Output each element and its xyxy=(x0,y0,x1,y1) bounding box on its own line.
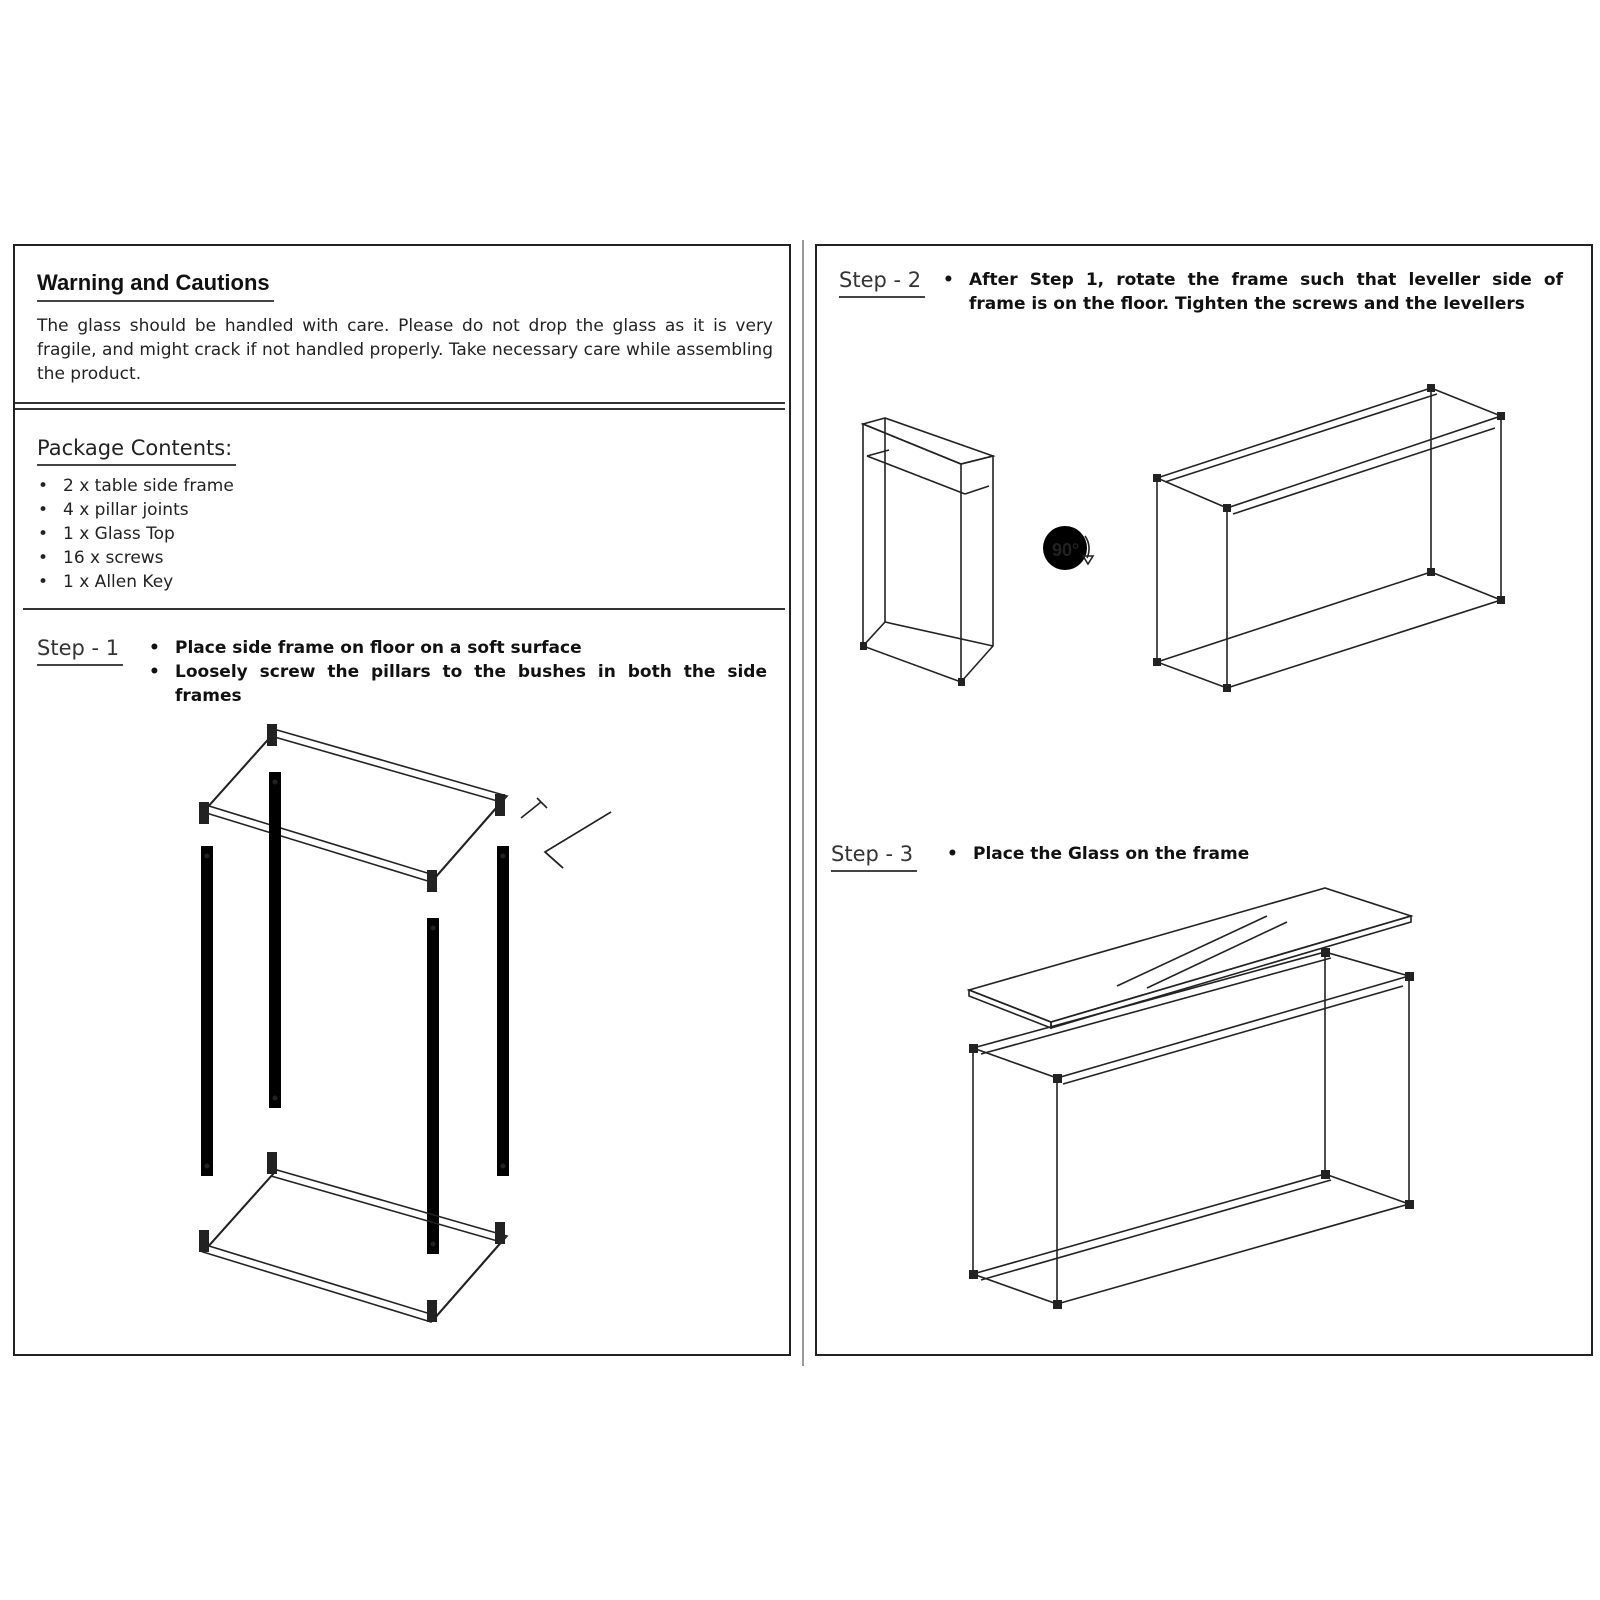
list-item: • After Step 1, rotate the frame such that leveller side of frame is on the floor. Tighten the screws and the levellers xyxy=(943,268,1563,316)
top-side-frame xyxy=(199,724,507,892)
left-panel xyxy=(13,244,791,1356)
warning-text: The glass should be handled with care. Please do not drop the glass as it is very fragile, and might crack if not handled properly. Take necessary care while assembling the product. xyxy=(37,316,773,384)
list-item: • 4 x pillar joints xyxy=(37,498,234,522)
step-1-label-text: Step - 1 xyxy=(37,636,120,660)
pillars xyxy=(201,772,509,1254)
list-item: • Place the Glass on the frame xyxy=(947,842,1507,866)
list-item: • 1 x Glass Top xyxy=(37,522,234,546)
step-3-label-text: Step - 3 xyxy=(831,842,914,866)
step-3-illustration xyxy=(817,246,1595,1358)
rotate-90-label: 90° xyxy=(1052,540,1080,560)
package-contents-heading-text: Package Contents: xyxy=(37,436,233,460)
assembled-frame xyxy=(969,948,1414,1309)
right-panel xyxy=(815,244,1593,1356)
screw-icon xyxy=(521,798,547,818)
center-divider xyxy=(802,240,804,1366)
list-item: • Place side frame on floor on a soft surface xyxy=(149,636,767,660)
allen-key-icon xyxy=(545,812,611,868)
warning-heading-text: Warning and Cautions xyxy=(37,270,270,295)
list-item: • 16 x screws xyxy=(37,546,234,570)
list-item: • 1 x Allen Key xyxy=(37,570,234,594)
bottom-side-frame xyxy=(199,1152,507,1322)
step-2-label-text: Step - 2 xyxy=(839,268,922,292)
step-1-illustration xyxy=(15,246,793,1358)
list-item: • 2 x table side frame xyxy=(37,474,234,498)
list-item: • Loosely screw the pillars to the bushes in both the side frames xyxy=(149,660,767,708)
